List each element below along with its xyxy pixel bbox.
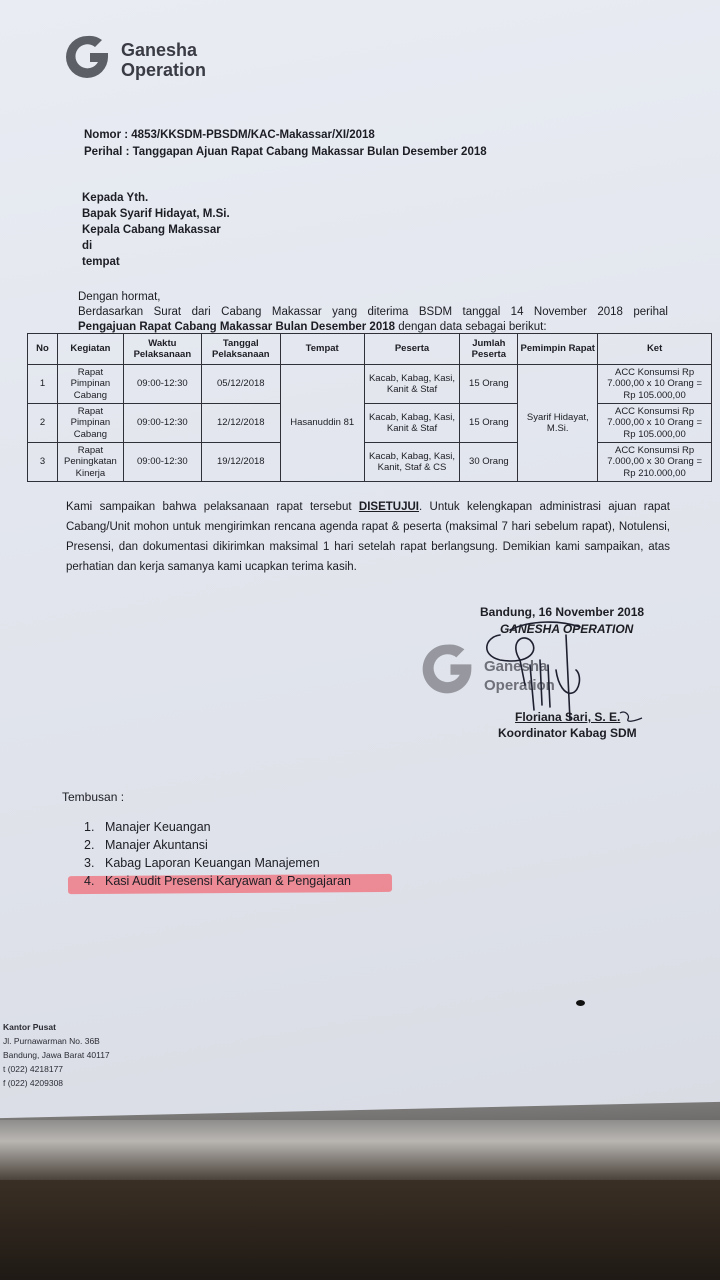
hq-title: Kantor Pusat — [3, 1022, 56, 1032]
cc-num: 3. — [84, 856, 95, 870]
background-surface — [0, 1180, 720, 1280]
stamp-line-2: Operation — [484, 677, 555, 694]
opening-paragraph — [78, 290, 668, 335]
closing-paragraph — [66, 497, 670, 577]
place-date: Bandung, 16 November 2018 — [480, 605, 645, 619]
stamp-line-1: Ganesha — [484, 658, 548, 675]
closing-rest: . Untuk kelengkapan administrasi ajuan rapat Cabang/Unit mohon untuk mengirimkan rencana agenda rapat & peserta (maksimal 7 hari sebelum rapat), Notulensi, Presensi, dan dokumentasi dikirimkan maksimal 1 hari setelah rapat berlangsung. Demikian kami sampaikan, atas perhatian dan kerja samanya kami ucapkan terima kasih. — [66, 501, 670, 573]
cc-num: 2. — [84, 838, 95, 852]
nomor-label: Nomor — [84, 129, 122, 141]
word: yang — [332, 306, 358, 318]
hq-line: Jl. Purnawarman No. 36B — [3, 1036, 100, 1046]
list-item — [84, 836, 351, 854]
col-header-ket: Ket — [598, 334, 712, 365]
word: BSDM — [418, 306, 453, 318]
signer-name: Floriana Sari, S. E. — [515, 710, 621, 724]
cc-text: Manajer Akuntansi — [105, 838, 208, 852]
head-office-address — [3, 1020, 110, 1090]
cell-peserta: Kacab, Kabag, Kasi, Kanit, Staf & CS — [364, 443, 460, 482]
brand-line-2: Operation — [121, 60, 207, 80]
word: November — [533, 306, 587, 318]
closing-start: Kami sampaikan bahwa pelaksanaan rapat tersebut — [66, 501, 359, 513]
hq-phone: t (022) 4218177 — [3, 1064, 64, 1074]
page-edge — [0, 1120, 720, 1180]
word: perihal — [633, 306, 668, 318]
word: Berdasarkan — [78, 306, 144, 318]
col-header-waktu: Waktu Pelaksanaan — [123, 334, 201, 365]
col-header-no: No — [28, 334, 58, 365]
word: Cabang — [221, 306, 262, 318]
nomor-value: : 4853/KKSDM-PBSDM/KAC-Makassar/XI/2018 — [124, 129, 375, 141]
cell-ket: ACC Konsumsi Rp 7.000,00 x 30 Orang = Rp 210.000,00 — [598, 443, 712, 482]
table-row — [28, 365, 712, 404]
table-header-row — [28, 334, 712, 365]
signer-role: Koordinator Kabag SDM — [498, 726, 637, 740]
cell-pemimpin: Syarif Hidayat, M.Si. — [518, 365, 598, 482]
handwritten-signature-icon — [470, 615, 650, 725]
perihal-label: Perihal — [84, 146, 123, 158]
cell-waktu: 09:00-12:30 — [123, 365, 201, 404]
word: Surat — [153, 306, 182, 318]
cell-kegiatan: Rapat Pimpinan Cabang — [57, 365, 123, 404]
approval-status: DISETUJUI — [358, 501, 419, 513]
perihal-value: : Tanggapan Ajuan Rapat Cabang Makassar Bulan Desember 2018 — [125, 146, 487, 158]
recipient-line: Kepala Cabang Makassar — [82, 224, 221, 236]
word: dari — [191, 306, 211, 318]
cell-ket: ACC Konsumsi Rp 7.000,00 x 10 Orang = Rp 105.000,00 — [598, 404, 712, 443]
greeting: Dengan hormat, — [78, 291, 161, 303]
perihal-row — [84, 144, 487, 161]
cell-tempat: Hasanuddin 81 — [280, 365, 364, 482]
recipient-line: Bapak Syarif Hidayat, M.Si. — [82, 208, 230, 220]
cell-tanggal: 05/12/2018 — [201, 365, 280, 404]
col-header-tanggal: Tanggal Pelaksanaan — [201, 334, 280, 365]
cell-jumlah: 15 Orang — [460, 404, 518, 443]
col-header-peserta: Peserta — [364, 334, 460, 365]
table-row — [28, 404, 712, 443]
nomor-row — [84, 127, 487, 144]
stamp-logo-icon — [418, 640, 476, 698]
brand-name — [121, 40, 206, 80]
col-header-kegiatan: Kegiatan — [57, 334, 123, 365]
brand-line-1: Ganesha — [121, 40, 198, 60]
meeting-table — [27, 333, 712, 482]
hq-fax: f (022) 4209308 — [3, 1078, 64, 1088]
recipient-line: di — [82, 240, 93, 252]
recipient-block — [82, 190, 230, 270]
cell-jumlah: 15 Orang — [460, 365, 518, 404]
cc-title: Tembusan : — [62, 790, 125, 804]
cell-tanggal: 12/12/2018 — [201, 404, 280, 443]
word: tanggal — [462, 306, 501, 318]
cell-no: 3 — [28, 443, 58, 482]
cell-peserta: Kacab, Kabag, Kasi, Kanit & Staf — [364, 404, 460, 443]
word: diterima — [367, 306, 409, 318]
hq-line: Bandung, Jawa Barat 40117 — [3, 1050, 110, 1060]
cell-no: 1 — [28, 365, 58, 404]
opening-justified-line — [78, 305, 668, 320]
cell-jumlah: 30 Orang — [460, 443, 518, 482]
letter-meta — [84, 127, 487, 161]
table-row — [28, 443, 712, 482]
list-item — [84, 854, 351, 872]
speck-mark — [576, 1000, 585, 1006]
word: 2018 — [597, 306, 623, 318]
ganesha-logo-icon — [62, 32, 112, 82]
cell-no: 2 — [28, 404, 58, 443]
col-header-pemimpin: Pemimpin Rapat — [518, 334, 598, 365]
cell-kegiatan: Rapat Pimpinan Cabang — [57, 404, 123, 443]
cell-peserta: Kacab, Kabag, Kasi, Kanit & Staf — [364, 365, 460, 404]
list-item — [84, 818, 351, 836]
col-header-tempat: Tempat — [280, 334, 364, 365]
cc-num: 4. — [84, 874, 95, 888]
subject-bold: Pengajuan Rapat Cabang Makassar Bulan Desember 2018 — [78, 321, 396, 333]
cc-text: Manajer Keuangan — [105, 820, 211, 834]
word: 14 — [510, 306, 524, 318]
cc-text: Kasi Audit Presensi Karyawan & Pengajaran — [105, 874, 351, 888]
cc-num: 1. — [84, 820, 95, 834]
cell-ket: ACC Konsumsi Rp 7.000,00 x 10 Orang = Rp 105.000,00 — [598, 365, 712, 404]
cell-waktu: 09:00-12:30 — [123, 404, 201, 443]
subject-rest: dengan data sebagai berikut: — [395, 321, 547, 333]
recipient-line: Kepada Yth. — [82, 192, 149, 204]
cc-text: Kabag Laporan Keuangan Manajemen — [105, 856, 320, 870]
cell-kegiatan: Rapat Peningkatan Kinerja — [57, 443, 123, 482]
recipient-line: tempat — [82, 256, 120, 268]
signature-org: GANESHA OPERATION — [500, 622, 634, 636]
word: Makassar — [271, 306, 322, 318]
list-item — [84, 872, 351, 890]
cell-tanggal: 19/12/2018 — [201, 443, 280, 482]
cell-waktu: 09:00-12:30 — [123, 443, 201, 482]
col-header-jumlah: Jumlah Peserta — [460, 334, 518, 365]
cc-list — [84, 818, 351, 890]
